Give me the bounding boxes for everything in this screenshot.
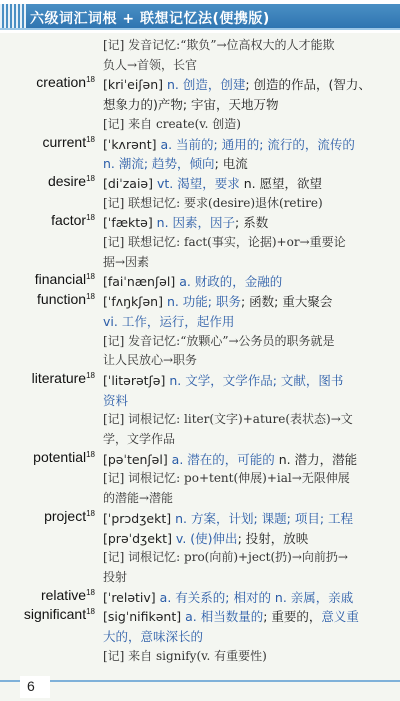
entry-line (0, 586, 400, 606)
key-meaning: a. 相当数量的 (185, 609, 264, 625)
headword-text: creation (36, 74, 87, 91)
definition-segment: [pəˈtenʃəl] (103, 451, 172, 467)
key-meaning: a. 当前的; 通用的; 流行的，流传的 (160, 136, 355, 152)
entry-line (0, 231, 400, 251)
headword-text: significant (23, 606, 87, 623)
headword-text: desire (47, 172, 87, 189)
frequency-marker: 18 (86, 75, 95, 85)
definition-text (103, 450, 398, 468)
definition-text (103, 430, 398, 447)
definition-text (103, 95, 398, 113)
key-meaning: n. 文学，文学作品; 文献，图书 (169, 372, 344, 388)
entry-line (0, 270, 400, 290)
definition-text (103, 253, 398, 270)
definition-text (103, 351, 398, 368)
definition-text (103, 391, 398, 409)
definition-segment: [kriˈeiʃən] (103, 77, 167, 93)
definition-text (103, 213, 398, 231)
headword (43, 134, 95, 150)
definition-text (103, 115, 398, 132)
headword (33, 449, 95, 465)
definition-text (103, 312, 398, 330)
entry-line (0, 645, 400, 665)
entry-line (0, 54, 400, 74)
key-meaning: a. 财政的，金融的 (179, 274, 283, 290)
definition-text (103, 56, 398, 73)
definition-text (103, 154, 398, 172)
footer-rule (0, 680, 400, 682)
headword-text: function (37, 291, 87, 308)
frequency-marker: 18 (86, 213, 95, 223)
definition-text (103, 75, 398, 93)
entry-line (0, 310, 400, 330)
memory-note: 投射 (103, 569, 128, 584)
headword (36, 74, 95, 90)
entry-line (0, 448, 400, 468)
definition-text (103, 36, 398, 53)
headword-text: current (42, 133, 87, 150)
definition-text (103, 174, 398, 192)
page-number: 6 (27, 678, 35, 694)
memory-note: 学，文学作品 (103, 432, 176, 446)
definition-text (103, 410, 398, 427)
headword-text: literature (31, 369, 87, 386)
entry-line (0, 211, 400, 231)
frequency-marker: 18 (86, 173, 95, 183)
entry-line (0, 566, 400, 586)
entry-line (0, 192, 400, 212)
frequency-marker: 18 (86, 292, 95, 302)
definition-text (103, 272, 398, 290)
definition-segment: [sigˈnifikənt] (103, 609, 186, 625)
memory-note: [记] 发音记忆:“欺负”→位高权大的人才能欺 (103, 38, 335, 52)
frequency-marker: 18 (86, 134, 95, 144)
entry-line (0, 290, 400, 310)
definition-text (103, 489, 398, 506)
entry-line (0, 349, 400, 369)
entry-line (0, 113, 400, 133)
frequency-marker: 18 (86, 370, 95, 380)
headword-text: relative (40, 586, 87, 603)
key-meaning: a. 潜在的，可能的 (171, 451, 275, 467)
headword (48, 173, 95, 189)
definition-text (103, 647, 398, 664)
definition-text (103, 588, 398, 606)
definition-text (103, 233, 398, 250)
headword (37, 291, 95, 307)
page-header (0, 0, 400, 33)
frequency-marker: 18 (86, 587, 95, 597)
entry-line (0, 251, 400, 271)
key-meaning: v. (使)伸出 (175, 530, 238, 546)
definition-text (103, 469, 398, 486)
definition-text (103, 568, 398, 585)
memory-note: [记] 联想记忆: fact(事实，论据)+or→重要论 (103, 235, 346, 249)
definition-segment: [diˈzaiə] (103, 175, 157, 191)
memory-note: 据→因素 (103, 254, 150, 269)
entry-line (0, 546, 400, 566)
entry-line (0, 605, 400, 625)
definition-text (103, 135, 398, 153)
entry-line (0, 369, 400, 389)
definition-segment: [faiˈnænʃəl] (103, 274, 180, 290)
key-meaning: n. 方案，计划; 课题; 项目; 工程 (175, 510, 354, 526)
definition-text (103, 627, 398, 645)
definition-segment: ; 系数 (235, 215, 269, 231)
headword (44, 508, 95, 524)
entry-line (0, 487, 400, 507)
memory-note: [记] 来自 signify(v. 有重要性) (103, 648, 267, 663)
headword-text: factor (51, 212, 87, 229)
frequency-marker: 18 (86, 272, 95, 282)
key-meaning: 大的，意味深长的 (103, 629, 204, 644)
entry-line (0, 34, 400, 54)
definition-segment: [ˈkʌrənt] (103, 136, 161, 152)
memory-note: [记] 词根记忆: liter(文字)+ature(表状态)→文 (103, 412, 353, 427)
entry-line (0, 152, 400, 172)
definition-text (103, 548, 398, 565)
headword (41, 587, 95, 603)
definition-segment: ; 函数; 重大聚会 (241, 294, 333, 310)
definition-text (103, 607, 398, 625)
entry-line (0, 428, 400, 448)
key-meaning: n. 因素，因子 (156, 215, 236, 231)
entry-line (0, 330, 400, 350)
entry-line (0, 73, 400, 93)
entry-line (0, 507, 400, 527)
key-meaning: n. 创造，创建 (167, 77, 246, 93)
entry-line (0, 133, 400, 153)
memory-note: [记] 来自 create(v. 创造) (103, 116, 241, 131)
definition-text (103, 371, 398, 389)
definition-segment: ; 创造的作品，(智力、 (245, 77, 371, 93)
memory-note: [记] 词根记忆: po+tent(伸展)+ial→无限伸展 (103, 471, 350, 486)
key-meaning: n. 功能; 职务 (166, 294, 241, 310)
headword (24, 606, 95, 622)
definition-segment: [ˈprɔdʒekt] (103, 510, 176, 526)
definition-segment: ; 电流 (214, 156, 248, 172)
entry-line (0, 625, 400, 645)
headword (51, 212, 95, 228)
key-meaning: 意义重 (321, 609, 359, 625)
memory-note: 负人→首领，长官 (103, 57, 198, 72)
memory-note: [记] 发音记忆:“放颗心”→公务员的职务就是 (103, 333, 335, 348)
entry-line (0, 527, 400, 547)
definition-segment: [prəˈdʒekt] (103, 530, 176, 546)
definition-segment: ; 重要的， (263, 609, 322, 625)
frequency-marker: 18 (86, 449, 95, 459)
definition-text (103, 292, 398, 310)
definition-segment: n. 潜力，潜能 (274, 451, 358, 467)
headword (32, 370, 95, 386)
definition-text (103, 509, 398, 527)
entry-line (0, 93, 400, 113)
memory-note: 让人民放心→职务 (103, 353, 198, 368)
memory-note: [记] 联想记忆: 要求(desire)退休(retire) (103, 195, 323, 210)
headword-text: project (44, 507, 87, 524)
key-meaning: 资料 (103, 392, 129, 408)
book-title: 六级词汇词根 + 联想记忆法(便携版) (30, 11, 270, 27)
entry-line (0, 172, 400, 192)
definition-text (103, 332, 398, 349)
definition-segment: n. 愿望，欲望 (239, 175, 323, 191)
header-stripes (0, 4, 26, 28)
definition-segment: 想象力的)产物; 宇宙，天地万物 (103, 97, 279, 113)
key-meaning: n. 亲属，亲戚 (270, 589, 354, 605)
memory-note: 的潜能→潜能 (103, 491, 174, 506)
key-meaning: vt. 渴望，要求 (156, 175, 240, 191)
key-meaning: vi. 工作，运行，起作用 (103, 313, 235, 329)
headword (35, 271, 95, 287)
page-number-box (20, 676, 50, 698)
frequency-marker: 18 (86, 607, 95, 617)
headword-text: potential (33, 448, 87, 465)
entry-line (0, 467, 400, 487)
key-meaning: a. 有关系的; 相对的 (159, 589, 271, 605)
definition-segment: [ˈrelətiv] (103, 589, 160, 605)
definition-text (103, 529, 398, 547)
definition-segment: [ˈfʌŋkʃən] (103, 294, 167, 310)
definition-segment: ; 投射，放映 (237, 530, 309, 546)
definition-segment: [ˈlitərətʃə] (103, 372, 170, 388)
memory-note: [记] 词根记忆: pro(向前)+ject(扔)→向前扔→ (103, 550, 348, 565)
frequency-marker: 18 (86, 508, 95, 518)
definition-text (103, 194, 398, 211)
definition-segment: [ˈfæktə] (103, 215, 157, 231)
entry-line (0, 408, 400, 428)
headword-text: financial (34, 271, 87, 288)
key-meaning: n. 潮流; 趋势，倾向 (103, 156, 215, 172)
entry-line (0, 389, 400, 409)
